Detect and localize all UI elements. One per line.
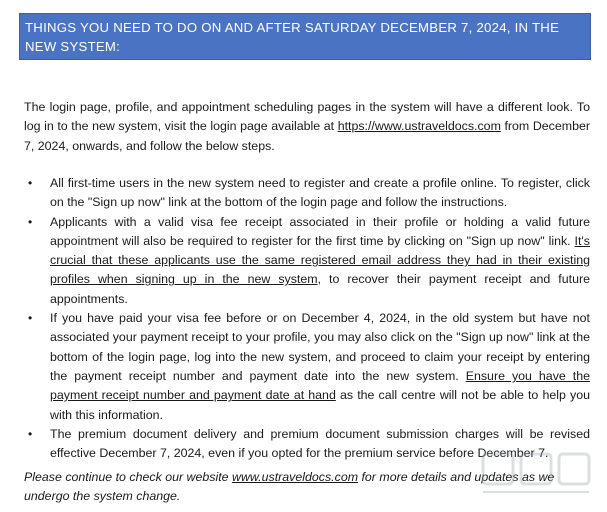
list-item-text-after: , to recover their payment receipt and future appointments.: [50, 272, 590, 306]
list-item: [24, 174, 590, 213]
watermark-logo-icon: [479, 448, 599, 498]
website-link[interactable]: www.ustraveldocs.com: [232, 470, 359, 484]
intro-text: The login page, profile, and appointment scheduling pages in the system will have a different look. To log in to the new system, visit the login page available at: [24, 100, 590, 134]
banner-title: THINGS YOU NEED TO DO ON AND AFTER SATURDAY DECEMBER 7, 2024, IN THE NEW SYSTEM:: [25, 20, 560, 54]
list-item-text: All first-time users in the new system need to register and create a profile online. To register, click on the "Sign up now" link at the bottom of the login page and follow the instructions.: [50, 176, 590, 210]
intro-text-after: from December 7, 2024, onwards, and follow the below steps.: [24, 119, 590, 153]
bullet-icon: •: [28, 214, 33, 229]
bullet-icon: •: [28, 176, 33, 190]
closing-text: Please continue to check our website: [24, 470, 233, 484]
closing-text-after: for more details and updates as we undergo the system change.: [24, 470, 555, 504]
list-item-text-after: as the call centre will not be able to help you with this information.: [50, 388, 590, 422]
bullet-icon: •: [28, 426, 33, 441]
bullet-icon: •: [28, 311, 33, 326]
list-item-text: If you have paid your visa fee before or on December 4, 2024, in the old system but have not associated your payment receipt to your profile, you may also click on the "Sign up now" link at the bottom of the login page, log into the new system, and proceed to claim your receipt by entering the payment receipt number and payment date into the new system.: [50, 311, 590, 383]
steps-list: [24, 174, 590, 463]
list-item-text: The premium document delivery and premium document submission charges will be revised effective December 7, 2024, even if you opted for the premium service before December 7.: [50, 426, 590, 461]
intro-paragraph: [24, 98, 590, 156]
list-item: [24, 309, 590, 425]
list-item-text: Applicants with a valid visa fee receipt associated in their profile or holding a valid future appointment will also be required to register for the first time by clicking on "Sign up now" link.: [50, 214, 590, 248]
section-banner: [19, 13, 591, 60]
login-page-link[interactable]: https://www.ustraveldocs.com: [337, 119, 501, 134]
list-item-emphasis: It's crucial that these applicants use the same registered email address they had in their existing profiles when signing up in the new system: [50, 233, 590, 287]
list-item-emphasis: Ensure you have the payment receipt number and payment date at hand: [50, 368, 590, 403]
list-item: [24, 213, 590, 309]
